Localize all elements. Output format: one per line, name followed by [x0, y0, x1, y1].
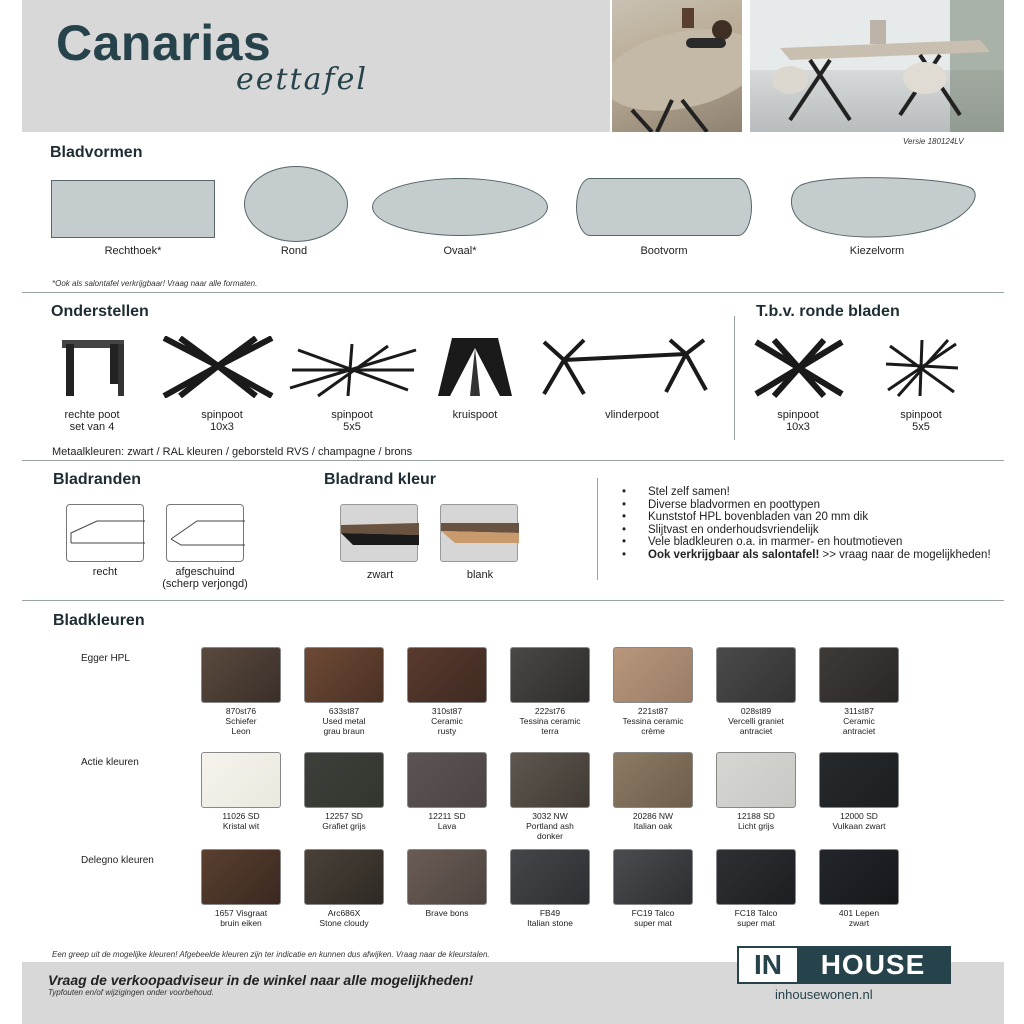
website-url: inhousewonen.nl	[775, 987, 873, 1002]
color-swatch	[510, 752, 590, 808]
color-swatch	[613, 647, 693, 703]
color-swatch-label: 222st76 Tessina ceramic terra	[519, 706, 581, 736]
color-swatch-label: 311st87 Ceramic antraciet	[842, 706, 876, 736]
color-swatch-label: 12211 SD Lava	[428, 811, 466, 831]
feature-item: • Diverse bladvormen en poottypen	[622, 499, 991, 512]
leg-butterfly-icon	[540, 336, 710, 398]
color-swatch	[201, 752, 281, 808]
color-swatch	[407, 752, 487, 808]
leg-label-straight: rechte poot set van 4	[64, 409, 120, 433]
metal-colors: Metaalkleuren: zwart / RAL kleuren / geborsteld RVS / champagne / brons	[52, 446, 413, 458]
product-photo-tabletop	[612, 0, 742, 132]
color-swatch-label: 633st87 Used metal grau braun	[322, 706, 366, 736]
color-swatch	[201, 849, 281, 905]
feature-item-salontafel: • Ook verkrijgbaar als salontafel! >> vraag naar de mogelijkheden!	[622, 549, 991, 562]
leg-label-round-spider-5x5: spinpoot 5x5	[900, 409, 942, 433]
color-swatch	[819, 752, 899, 808]
bladrand-kleur-heading: Bladrand kleur	[324, 471, 437, 488]
shape-label-round: Rond	[280, 245, 308, 257]
color-swatch-label: FB49 Italian stone	[527, 908, 573, 928]
color-swatch-label: 12188 SD Licht grijs	[737, 811, 775, 831]
footer-message: Vraag de verkoopadviseur in de winkel naar alle mogelijkheden!	[48, 972, 474, 988]
color-swatch	[716, 647, 796, 703]
feature-item: • Slijtvast en onderhoudsvriendelijk	[622, 524, 991, 537]
color-swatch-label: 221st87 Tessina ceramic crème	[622, 706, 684, 736]
feature-item: • Kunststof HPL bovenbladen van 20 mm dik	[622, 511, 991, 524]
edge-color-blank-sample	[440, 504, 518, 562]
color-swatch	[716, 752, 796, 808]
shape-oval	[372, 178, 548, 236]
leg-label-round-spider-10x3: spinpoot 10x3	[777, 409, 819, 433]
color-swatch	[407, 849, 487, 905]
leg-spider-5x5-icon	[288, 342, 418, 398]
leg-label-spider-5x5: spinpoot 5x5	[331, 409, 373, 433]
color-disclaimer: Een greep uit de mogelijke kleuren! Afgebeelde kleuren zijn ter indicatie en kunnen dus afwijken. Vraag naar de kleurstalen.	[52, 950, 490, 959]
leg-round-spider-5x5-icon	[884, 338, 960, 398]
feature-item: • Stel zelf samen!	[622, 486, 991, 499]
color-swatch	[613, 752, 693, 808]
bladranden-heading: Bladranden	[53, 471, 142, 488]
color-swatch-label: 12257 SD Grafiet grijs	[322, 811, 366, 831]
page-subtitle: eettafel	[236, 62, 368, 97]
shape-rectangle	[51, 180, 215, 238]
color-swatch-label: 310st87 Ceramic rusty	[431, 706, 463, 736]
color-swatch	[304, 647, 384, 703]
divider	[22, 600, 1004, 601]
leg-label-butterfly: vlinderpoot	[605, 409, 659, 421]
product-photo-dining-room	[750, 0, 1004, 132]
color-swatch	[819, 849, 899, 905]
color-swatch	[304, 849, 384, 905]
color-row-label: Delegno kleuren	[81, 855, 154, 866]
footer-disclaimer: Typfouten en/of wijzigingen onder voorbehoud.	[48, 988, 214, 997]
leg-label-spider-10x3: spinpoot 10x3	[201, 409, 243, 433]
color-row-label: Egger HPL	[81, 653, 130, 664]
shape-label-oval: Ovaal*	[443, 245, 477, 257]
color-swatch-label: 12000 SD Vulkaan zwart	[832, 811, 886, 831]
inhouse-logo	[737, 946, 951, 984]
edge-label-straight: recht	[92, 566, 118, 578]
color-swatch	[407, 647, 487, 703]
color-swatch-label: 1657 Visgraat bruin eiken	[214, 908, 268, 928]
color-swatch-label: 11026 SD Kristal wit	[222, 811, 260, 831]
leg-round-spider-10x3-icon	[754, 338, 844, 398]
color-swatch-label: FC18 Talco super mat	[734, 908, 778, 928]
color-swatch-label: 20286 NW Italian oak	[632, 811, 674, 831]
color-swatch-label: FC19 Talco super mat	[631, 908, 675, 928]
shape-round	[244, 166, 348, 242]
color-swatch-label: 401 Lepen zwart	[838, 908, 880, 928]
leg-label-cross: kruispoot	[452, 409, 498, 421]
color-row-label: Actie kleuren	[81, 757, 139, 768]
leg-spider-10x3-icon	[160, 336, 276, 398]
bladkleuren-heading: Bladkleuren	[53, 612, 145, 629]
shape-label-boat: Bootvorm	[640, 245, 688, 257]
leg-straight-icon	[58, 336, 128, 398]
edge-chamfered-sample	[166, 504, 244, 562]
shape-label-rectangle: Rechthoek*	[104, 245, 162, 257]
edge-color-black-sample	[340, 504, 418, 562]
divider	[597, 478, 598, 580]
color-swatch	[613, 849, 693, 905]
edge-straight-sample	[66, 504, 144, 562]
feature-list	[622, 486, 991, 562]
color-swatch-label: 3032 NW Portland ash donker	[526, 811, 574, 841]
round-bases-heading: T.b.v. ronde bladen	[756, 303, 900, 320]
color-swatch-label: Arc686X Stone cloudy	[319, 908, 369, 928]
shape-label-pebble: Kiezelvorm	[849, 245, 905, 257]
divider	[734, 316, 735, 440]
color-swatch	[304, 752, 384, 808]
color-swatch-label: Brave bons	[425, 908, 469, 918]
divider	[22, 460, 1004, 461]
feature-item: • Vele bladkleuren o.a. in marmer- en houtmotieven	[622, 536, 991, 549]
edge-color-label-blank: blank	[466, 569, 494, 581]
page-title: Canarias	[56, 15, 272, 71]
logo-in-text: IN	[739, 948, 797, 982]
color-swatch-label: 028st89 Vercelli graniet antraciet	[728, 706, 784, 736]
color-swatch	[510, 849, 590, 905]
color-swatch	[819, 647, 899, 703]
shape-pebble	[789, 175, 979, 241]
shape-boat	[576, 178, 752, 236]
divider	[22, 292, 1004, 293]
color-swatch-label: 870st76 Schiefer Leon	[225, 706, 257, 736]
bladvormen-heading: Bladvormen	[50, 144, 143, 161]
edge-label-chamfered: afgeschuind (scherp verjongd)	[162, 566, 248, 590]
onderstellen-heading: Onderstellen	[51, 303, 149, 320]
leg-cross-icon	[432, 336, 518, 398]
color-swatch	[510, 647, 590, 703]
version-label: Versie 180124LV	[903, 137, 964, 146]
bladvormen-note: *Ook als salontafel verkrijgbaar! Vraag naar alle formaten.	[52, 279, 258, 288]
logo-house-text: HOUSE	[797, 948, 949, 982]
edge-color-label-black: zwart	[366, 569, 394, 581]
color-swatch	[201, 647, 281, 703]
color-swatch	[716, 849, 796, 905]
